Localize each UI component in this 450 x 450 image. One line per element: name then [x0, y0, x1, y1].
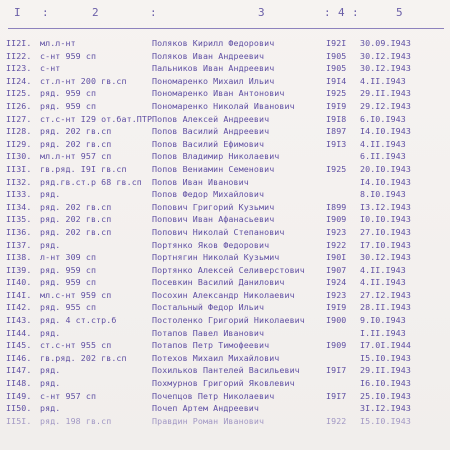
- record-rank-unit: ряд. 202 гв.сп: [40, 201, 112, 212]
- record-number: II46.: [6, 352, 32, 363]
- record-number: II47.: [6, 365, 32, 376]
- record-rank-unit: ряд.: [40, 189, 61, 200]
- record-rank-unit: ряд. 202 гв.сп: [40, 126, 112, 137]
- header-col-2: 2: [92, 6, 99, 19]
- record-number: II4I.: [6, 289, 32, 300]
- record-rank-unit: ряд.: [40, 327, 61, 338]
- record-row: [0, 226, 450, 239]
- record-rank-unit: ряд. 955 сп: [40, 302, 97, 313]
- record-birth-year: I924: [326, 277, 347, 288]
- record-row: [0, 352, 450, 365]
- record-date: I0.I0.I943: [360, 214, 411, 225]
- record-row: [0, 100, 450, 113]
- record-number: II50.: [6, 403, 32, 414]
- record-full-name: Попович Григорий Кузьмич: [152, 201, 275, 212]
- record-row: [0, 415, 450, 428]
- record-rank-unit: ряд. 198 гв.сп: [40, 415, 112, 426]
- record-date: 20.I0.I943: [360, 163, 411, 174]
- record-number: II36.: [6, 226, 32, 237]
- record-rank-unit: с-нт 957 сп: [40, 390, 97, 401]
- record-number: II24.: [6, 75, 32, 86]
- record-number: II44.: [6, 327, 32, 338]
- record-birth-year: I925: [326, 88, 347, 99]
- record-date: I7.0I.I944: [360, 340, 411, 351]
- record-row: [0, 125, 450, 138]
- record-full-name: Попов Василий Андреевич: [152, 126, 270, 137]
- record-row: [0, 188, 450, 201]
- record-birth-year: I9I9: [326, 302, 347, 313]
- record-date: I.II.I943: [360, 327, 406, 338]
- record-number: II49.: [6, 390, 32, 401]
- record-date: I4.I0.I943: [360, 126, 411, 137]
- record-full-name: Поляков Иван Андреевич: [152, 50, 265, 61]
- record-full-name: Поляков Кирилл Федорович: [152, 38, 275, 48]
- record-birth-year: I92I: [326, 38, 347, 48]
- record-row: [0, 50, 450, 63]
- record-birth-year: I9I8: [326, 113, 347, 124]
- record-rank-unit: ряд.: [40, 403, 61, 414]
- record-rank-unit: ряд. 202 гв.сп: [40, 226, 112, 237]
- record-row: [0, 176, 450, 189]
- record-list: [0, 37, 450, 427]
- record-full-name: Посевкин Василий Данилович: [152, 277, 285, 288]
- record-row: [0, 327, 450, 340]
- record-date: 8.I0.I943: [360, 189, 406, 200]
- record-full-name: Потапов Павел Иванович: [152, 327, 265, 338]
- record-full-name: Попов Вениамин Семенович: [152, 163, 275, 174]
- record-row: [0, 138, 450, 151]
- record-date: I5.I0.I943: [360, 415, 411, 426]
- record-number: II28.: [6, 126, 32, 137]
- record-rank-unit: ряд.: [40, 378, 61, 389]
- record-rank-unit: ряд. 959 сп: [40, 264, 97, 275]
- record-number: II5I.: [6, 415, 32, 426]
- record-full-name: Посохин Александр Николаевич: [152, 289, 295, 300]
- record-row: [0, 402, 450, 415]
- record-full-name: Попович Николай Степанович: [152, 226, 285, 237]
- record-date: 4.II.I943: [360, 264, 406, 275]
- record-row: [0, 201, 450, 214]
- record-rank-unit: ряд. 4 ст.стр.б: [40, 315, 117, 326]
- record-date: I3.I2.I943: [360, 201, 411, 212]
- record-number: II32.: [6, 176, 32, 187]
- record-date: 4.II.I943: [360, 138, 406, 149]
- header-col-1: I: [14, 6, 21, 19]
- record-birth-year: I923: [326, 289, 347, 300]
- record-number: II45.: [6, 340, 32, 351]
- header-col-3: 3: [258, 6, 265, 19]
- record-date: 4.II.I943: [360, 277, 406, 288]
- record-date: 27.I2.I943: [360, 289, 411, 300]
- record-full-name: Портянко Алексей Селиверстович: [152, 264, 305, 275]
- record-birth-year: I9I4: [326, 75, 347, 86]
- record-birth-year: I907: [326, 264, 347, 275]
- record-date: 28.II.I943: [360, 302, 411, 313]
- record-rank-unit: ст.с-нт 955 сп: [40, 340, 112, 351]
- record-rank-unit: мл.л-нт: [40, 38, 76, 48]
- record-number: II25.: [6, 88, 32, 99]
- record-rank-unit: ряд.: [40, 365, 61, 376]
- record-number: II33.: [6, 189, 32, 200]
- record-number: II29.: [6, 138, 32, 149]
- header-col-4: 4: [338, 6, 345, 19]
- record-full-name: Портянко Яков Федорович: [152, 239, 270, 250]
- record-birth-year: I9I9: [326, 100, 347, 111]
- record-full-name: Попович Иван Афанасьевич: [152, 214, 275, 225]
- record-date: I4.I0.I943: [360, 176, 411, 187]
- record-row: [0, 239, 450, 252]
- column-header: [0, 6, 450, 26]
- record-birth-year: I922: [326, 239, 347, 250]
- record-row: [0, 251, 450, 264]
- record-date: I7.I0.I943: [360, 239, 411, 250]
- record-rank-unit: ряд.: [40, 239, 61, 250]
- record-date: 9.I0.I943: [360, 315, 406, 326]
- record-birth-year: I9I7: [326, 365, 347, 376]
- record-number: II23.: [6, 63, 32, 74]
- record-number: II26.: [6, 100, 32, 111]
- record-rank-unit: с-нт: [40, 63, 61, 74]
- record-row: [0, 364, 450, 377]
- record-number: II48.: [6, 378, 32, 389]
- record-full-name: Попов Иван Иванович: [152, 176, 249, 187]
- record-full-name: Постоленко Григорий Николаевич: [152, 315, 305, 326]
- record-birth-year: I923: [326, 226, 347, 237]
- record-number: II43.: [6, 315, 32, 326]
- record-row: [0, 390, 450, 403]
- record-row: [0, 213, 450, 226]
- record-rank-unit: ст.с-нт I29 от.бат.ПТР: [40, 113, 152, 124]
- record-rank-unit: ряд. 959 сп: [40, 88, 97, 99]
- header-divider: [8, 28, 444, 29]
- header-col-5: 5: [396, 6, 403, 19]
- record-row: [0, 150, 450, 163]
- record-rank-unit: л-нт 309 сп: [40, 252, 97, 263]
- record-number: II35.: [6, 214, 32, 225]
- record-date: 29.II.I943: [360, 365, 411, 376]
- record-date: 30.I2.I943: [360, 252, 411, 263]
- record-row: [0, 264, 450, 277]
- record-number: II3I.: [6, 163, 32, 174]
- record-number: II40.: [6, 277, 32, 288]
- record-date: 30.I2.I943: [360, 63, 411, 74]
- record-date: 30.I2.I943: [360, 50, 411, 61]
- record-rank-unit: мл.с-нт 959 сп: [40, 289, 112, 300]
- record-number: II30.: [6, 151, 32, 162]
- record-full-name: Постальный Федор Ильич: [152, 302, 265, 313]
- record-row: [0, 163, 450, 176]
- record-number: II37.: [6, 239, 32, 250]
- record-birth-year: I899: [326, 201, 347, 212]
- record-date: 3I.I2.I943: [360, 403, 411, 414]
- record-full-name: Попов Алексей Андреевич: [152, 113, 270, 124]
- record-date: 4.II.I943: [360, 75, 406, 86]
- record-birth-year: I909: [326, 214, 347, 225]
- record-birth-year: I90I: [326, 252, 347, 263]
- record-date: 6.II.I943: [360, 151, 406, 162]
- record-row: [0, 276, 450, 289]
- record-row: [0, 113, 450, 126]
- record-row: [0, 377, 450, 390]
- record-full-name: Пономаренко Михаил Ильич: [152, 75, 275, 86]
- record-rank-unit: ст.л-нт 200 гв.сп: [40, 75, 127, 86]
- record-rank-unit: гв.ряд. 202 гв.сп: [40, 352, 127, 363]
- header-sep-2: :: [150, 6, 157, 19]
- record-date: I5.I0.I943: [360, 352, 411, 363]
- header-sep-3: :: [324, 6, 331, 19]
- record-birth-year: I897: [326, 126, 347, 137]
- record-full-name: Пальников Иван Андреевич: [152, 63, 275, 74]
- record-rank-unit: с-нт 959 сп: [40, 50, 97, 61]
- record-rank-unit: ряд.гв.ст.р 68 гв.сп: [40, 176, 142, 187]
- record-full-name: Почепцов Петр Николаевич: [152, 390, 275, 401]
- record-rank-unit: мл.л-нт 957 сп: [40, 151, 112, 162]
- record-birth-year: I925: [326, 163, 347, 174]
- record-rank-unit: ряд. 202 гв.сп: [40, 214, 112, 225]
- record-number: II42.: [6, 302, 32, 313]
- record-full-name: Пономаренко Иван Антонович: [152, 88, 285, 99]
- record-date: 25.I0.I943: [360, 390, 411, 401]
- record-birth-year: I909: [326, 340, 347, 351]
- record-date: 6.I0.I943: [360, 113, 406, 124]
- record-full-name: Почеп Артем Андреевич: [152, 403, 259, 414]
- record-birth-year: I9I3: [326, 138, 347, 149]
- record-rank-unit: ряд. 202 гв.сп: [40, 138, 112, 149]
- record-date: 29.I2.I943: [360, 100, 411, 111]
- record-date: I6.I0.I943: [360, 378, 411, 389]
- record-number: II34.: [6, 201, 32, 212]
- header-sep-1: :: [42, 6, 49, 19]
- record-row: [0, 37, 450, 50]
- record-row: [0, 314, 450, 327]
- record-birth-year: I905: [326, 63, 347, 74]
- record-full-name: Попов Василий Ефимович: [152, 138, 265, 149]
- record-row: [0, 339, 450, 352]
- record-full-name: Попов Федор Михайлович: [152, 189, 265, 200]
- record-full-name: Пономаренко Николай Иванович: [152, 100, 295, 111]
- record-birth-year: I905: [326, 50, 347, 61]
- record-full-name: Потапов Петр Тимофеевич: [152, 340, 270, 351]
- record-date: 27.I0.I943: [360, 226, 411, 237]
- record-birth-year: I900: [326, 315, 347, 326]
- record-number: II39.: [6, 264, 32, 275]
- record-rank-unit: ряд. 959 сп: [40, 277, 97, 288]
- record-full-name: Похмурнов Григорий Яковлевич: [152, 378, 295, 389]
- header-sep-4: :: [352, 6, 359, 19]
- record-row: [0, 289, 450, 302]
- record-date: 29.II.I943: [360, 88, 411, 99]
- record-birth-year: I922: [326, 415, 347, 426]
- record-full-name: Потехов Михаил Михайлович: [152, 352, 280, 363]
- record-birth-year: I9I7: [326, 390, 347, 401]
- record-full-name: Похильков Пантелей Васильевич: [152, 365, 300, 376]
- record-full-name: Правдин Роман Иванович: [152, 415, 265, 426]
- record-row: [0, 301, 450, 314]
- record-number: II2I.: [6, 38, 32, 48]
- record-full-name: Попов Владимир Николаевич: [152, 151, 280, 162]
- record-rank-unit: гв.ряд. I9I гв.сп: [40, 163, 127, 174]
- record-row: [0, 75, 450, 88]
- record-number: II27.: [6, 113, 32, 124]
- record-number: II38.: [6, 252, 32, 263]
- record-date: 30.09.I943: [360, 38, 411, 48]
- record-rank-unit: ряд. 959 сп: [40, 100, 97, 111]
- record-row: [0, 87, 450, 100]
- record-number: II22.: [6, 50, 32, 61]
- record-full-name: Портнягин Николай Кузьмич: [152, 252, 280, 263]
- record-row: [0, 62, 450, 75]
